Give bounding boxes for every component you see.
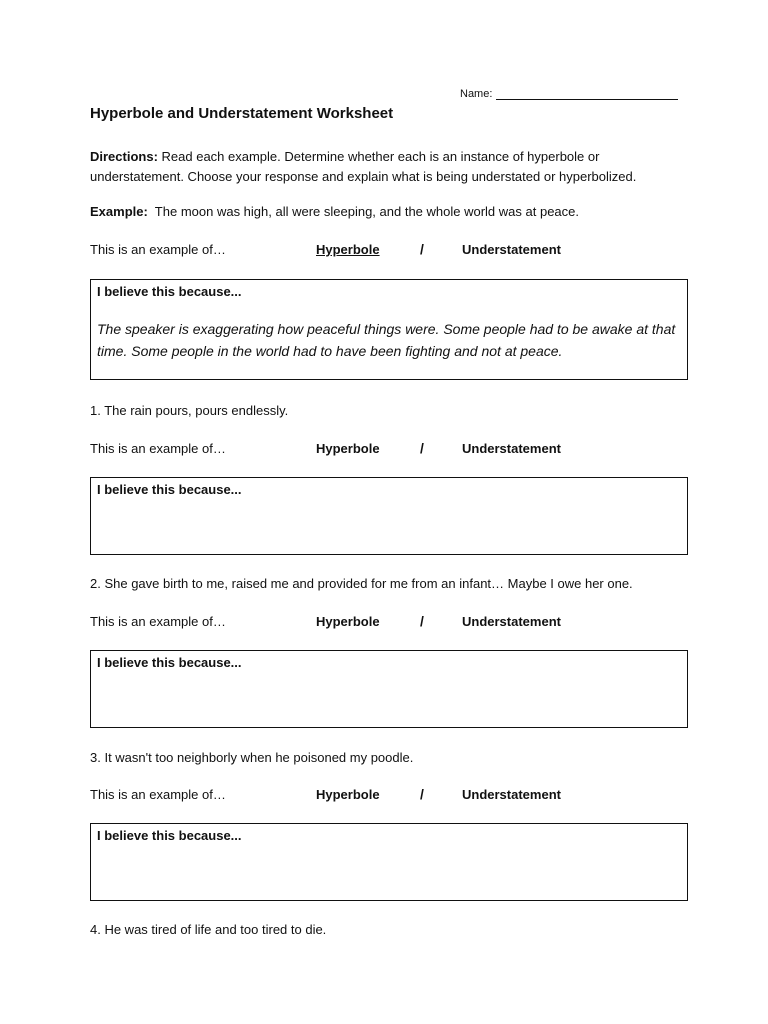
name-blank-line[interactable] xyxy=(496,88,678,100)
example-sentence xyxy=(90,204,579,219)
answer-box-label: I believe this because... xyxy=(97,284,242,299)
understatement-option[interactable]: Understatement xyxy=(462,242,561,257)
directions-text: Read each example. Determine whether each is an instance of hyperbole or understatement. Choose your response and explain what is being understated or hyperbolized. xyxy=(90,149,637,184)
question-2-answer-box[interactable] xyxy=(90,650,688,728)
understatement-option[interactable]: Understatement xyxy=(462,441,561,456)
hyperbole-option[interactable]: Hyperbole xyxy=(316,441,380,456)
example-text: The moon was high, all were sleeping, and the whole world was at peace. xyxy=(147,204,579,219)
question-3: 3. It wasn't too neighborly when he poisoned my poodle. xyxy=(90,750,414,765)
choice-separator: / xyxy=(420,613,424,629)
hyperbole-option[interactable]: Hyperbole xyxy=(316,614,380,629)
question-3-choice-row xyxy=(90,787,690,805)
choice-lead: This is an example of… xyxy=(90,614,226,629)
understatement-option[interactable]: Understatement xyxy=(462,614,561,629)
question-1-answer-box[interactable] xyxy=(90,477,688,555)
question-3-answer-box[interactable] xyxy=(90,823,688,901)
worksheet-title: Hyperbole and Understatement Worksheet xyxy=(90,105,394,122)
example-response: The speaker is exaggerating how peaceful things were. Some people had to be awake at that time. Some people in the world had to have been fighting and not at peace. xyxy=(97,321,676,359)
question-1: 1. The rain pours, pours endlessly. xyxy=(90,403,289,418)
hyperbole-option-selected[interactable]: Hyperbole xyxy=(316,242,380,257)
example-answer-box[interactable] xyxy=(90,279,688,380)
example-choice-row xyxy=(90,242,690,260)
question-2-choice-row xyxy=(90,614,690,632)
choice-separator: / xyxy=(420,786,424,802)
directions-label: Directions: xyxy=(90,149,158,164)
choice-separator: / xyxy=(420,440,424,456)
name-row xyxy=(460,88,678,100)
answer-box-label: I believe this because... xyxy=(97,482,242,497)
choice-lead: This is an example of… xyxy=(90,787,226,802)
name-label: Name: xyxy=(460,88,493,100)
question-1-choice-row xyxy=(90,441,690,459)
answer-box-label: I believe this because... xyxy=(97,828,242,843)
answer-box-label: I believe this because... xyxy=(97,655,242,670)
choice-lead: This is an example of… xyxy=(90,441,226,456)
directions xyxy=(90,147,690,187)
hyperbole-option[interactable]: Hyperbole xyxy=(316,787,380,802)
understatement-option[interactable]: Understatement xyxy=(462,787,561,802)
choice-separator: / xyxy=(420,241,424,257)
example-label: Example: xyxy=(90,204,148,219)
question-2: 2. She gave birth to me, raised me and provided for me from an infant… Maybe I owe her one. xyxy=(90,576,633,591)
choice-lead: This is an example of… xyxy=(90,242,226,257)
question-4: 4. He was tired of life and too tired to die. xyxy=(90,922,327,937)
